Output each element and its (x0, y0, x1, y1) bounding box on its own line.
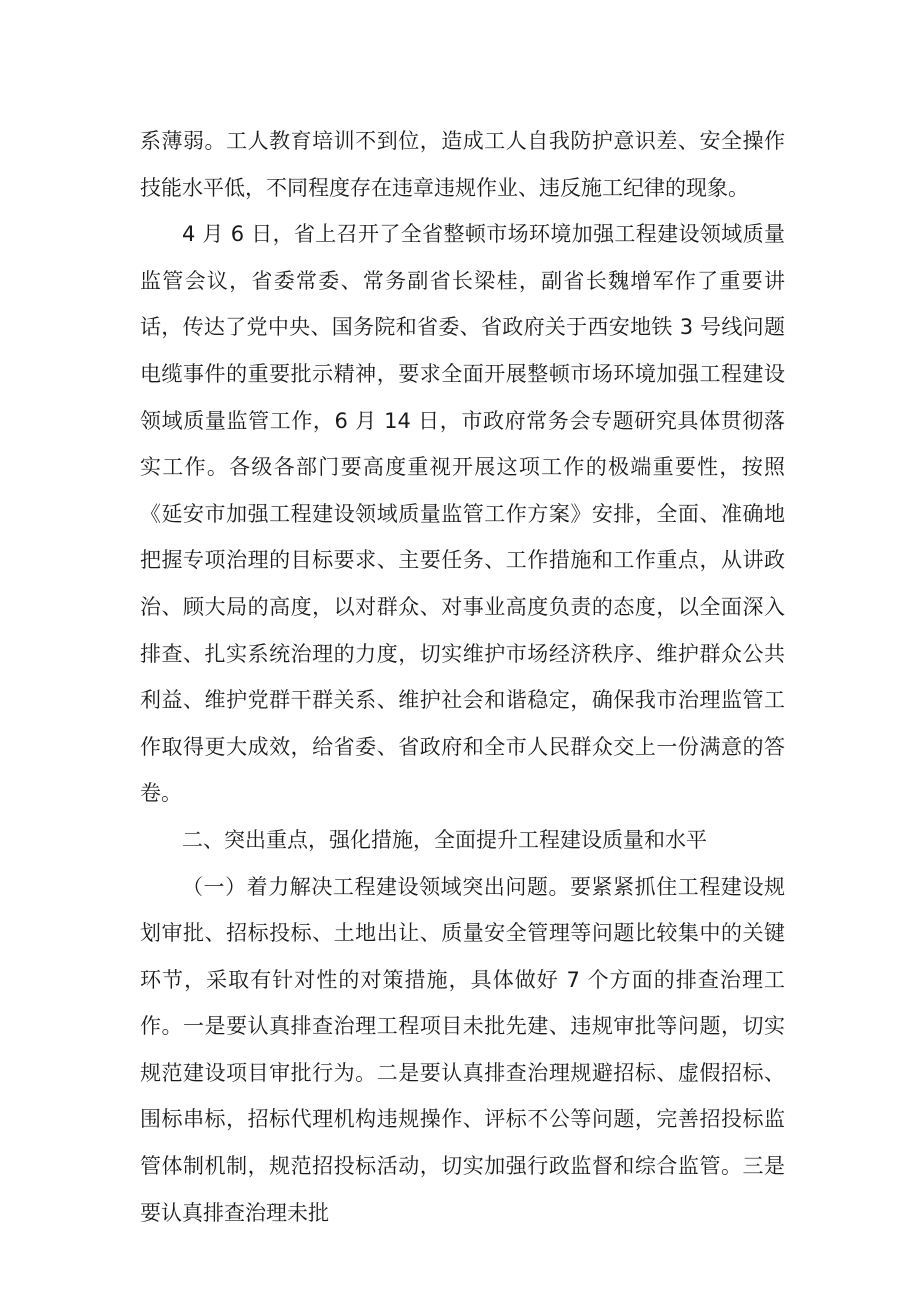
section-heading: 二、突出重点，强化措施，全面提升工程建设质量和水平 (182, 827, 707, 852)
paragraph-subsection-one: （一）着力解决工程建设领域突出问题。要紧紧抓住工程建设规划审批、招标投标、土地出让、质量安全管理等问题比较集中的关键环节，采取有针对性的对策措施，具体做好 7 个方面的排查治理工作。一是要认真排查治理工程项目未批先建、违规审批等问题，切实规范建设项目审批行为。二是要认真排查治理规避招标、虚假招标、围标串标，招标代理机构违规操作、评标不公等问题，完善招投标监管体制机制，规范招投标活动，切实加强行政监督和综合监管。三是要认真排查治理未批 (140, 874, 785, 1225)
document-body (140, 118, 785, 1236)
paragraph-continuation: 系薄弱。工人教育培训不到位，造成工人自我防护意识差、安全操作技能水平低，不同程度存在违章违规作业、违反施工纪律的现象。 (140, 129, 785, 200)
paragraph-provincial-meeting: 4 月 6 日，省上召开了全省整顿市场环境加强工程建设领域质量监管会议，省委常委、常务副省长梁桂，副省长魏增军作了重要讲话，传达了党中央、国务院和省委、省政府关于西安地铁 3 号线问题电缆事件的重要批示精神，要求全面开展整顿市场环境加强工程建设领域质量监管工作，6 月 14 日，市政府常务会专题研究具体贯彻落实工作。各级各部门要高度重视开展这项工作的极端重要性，按照《延安市加强工程建设领域质量监管工作方案》安排，全面、准确地把握专项治理的目标要求、主要任务、工作措施和工作重点，从讲政治、顾大局的高度，以对群众、对事业高度负责的态度，以全面深入排查、扎实系统治理的力度，切实维护市场经济秩序、维护群众公共利益、维护党群干群关系、维护社会和谐稳定，确保我市治理监管工作取得更大成效，给省委、省政府和全市人民群众交上一份满意的答卷。 (140, 222, 785, 806)
